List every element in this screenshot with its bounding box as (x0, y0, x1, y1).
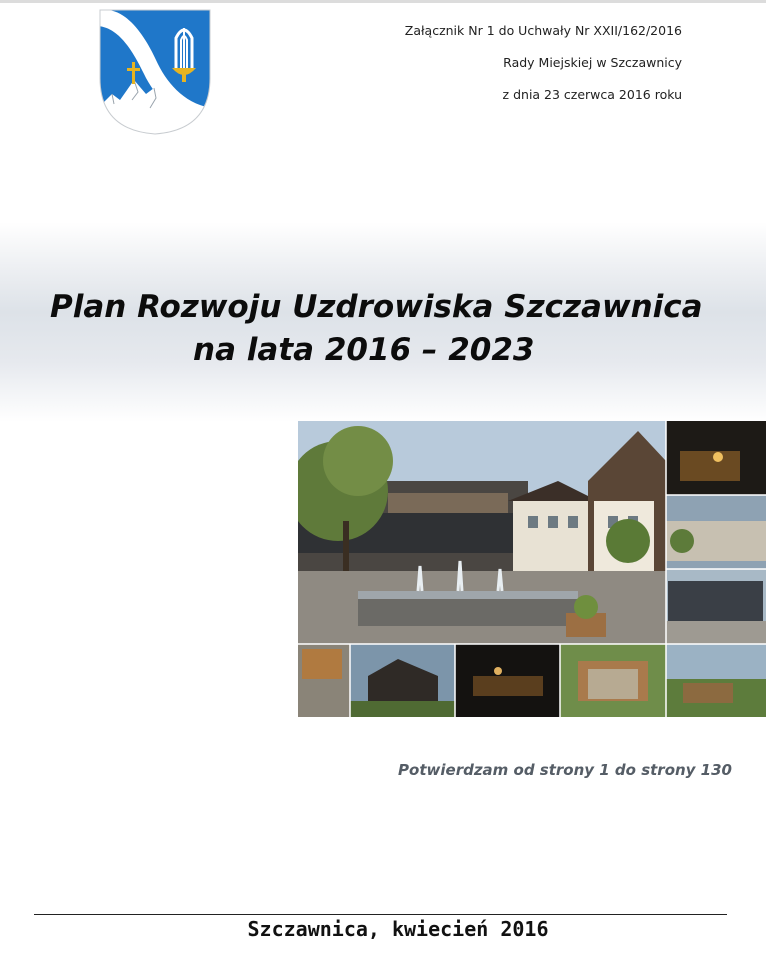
resolution-line-1: Załącznik Nr 1 do Uchwały Nr XXII/162/2016 (404, 23, 682, 38)
page-top-edge (0, 0, 766, 3)
title-line-1: Plan Rozwoju Uzdrowiska Szczawnica (50, 289, 703, 325)
resolution-line-3: z dnia 23 czerwca 2016 roku (502, 87, 682, 102)
coat-of-arms-icon (98, 8, 212, 136)
confirmation-note: Potwierdzam od strony 1 do strony 130 (398, 761, 732, 779)
visualisation-collage (298, 421, 766, 717)
title-line-2: na lata 2016 – 2023 (193, 332, 535, 368)
resolution-header (405, 20, 682, 116)
document-title (0, 286, 766, 372)
place-and-date: Szczawnica, kwiecień 2016 (247, 917, 549, 941)
resolution-line-2: Rady Miejskiej w Szczawnicy (503, 55, 682, 70)
footer-divider (34, 914, 727, 915)
